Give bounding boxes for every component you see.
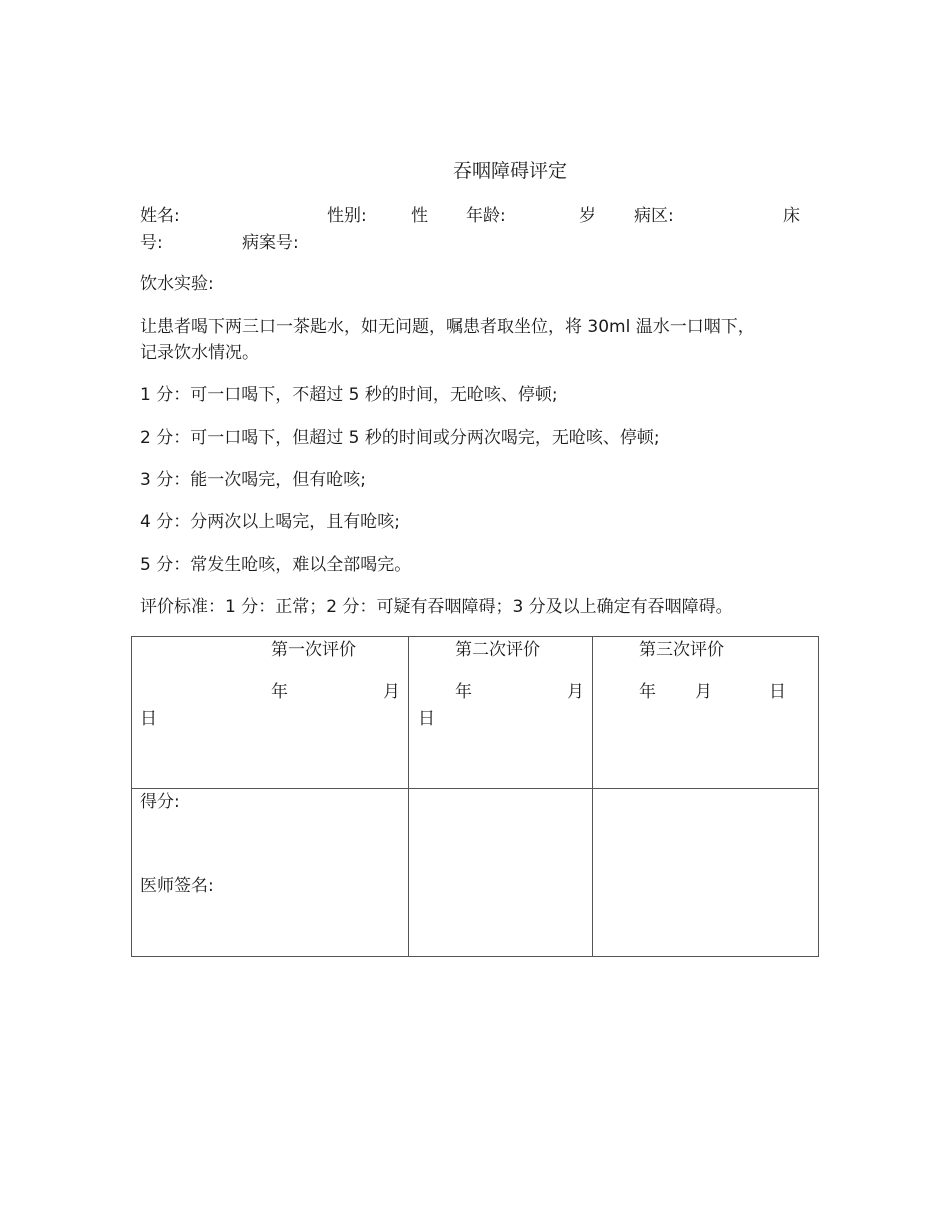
gender-suffix: 性 xyxy=(411,206,428,226)
score-item: 4 分：分两次以上喝完，且有呛咳; xyxy=(140,512,400,532)
score-signature-cell xyxy=(132,789,409,957)
score-item: 3 分：能一次喝完，但有呛咳; xyxy=(140,470,366,490)
month-label: 月 xyxy=(567,682,584,702)
table-row xyxy=(132,637,819,789)
second-score-cell xyxy=(409,789,593,957)
bed-label-continued: 号: xyxy=(140,233,163,253)
day-label: 日 xyxy=(769,682,786,702)
age-unit: 岁 xyxy=(579,206,596,226)
name-label: 姓名: xyxy=(140,206,180,226)
table-row xyxy=(132,789,819,957)
year-label: 年 xyxy=(639,682,656,702)
bed-label: 床 xyxy=(783,206,800,226)
score-item: 1 分：可一口喝下，不超过 5 秒的时间，无呛咳、停顿; xyxy=(140,385,558,405)
year-label: 年 xyxy=(455,682,472,702)
evaluation-table xyxy=(131,636,819,957)
score-label: 得分: xyxy=(140,792,180,812)
evaluation-criteria: 评价标准：1 分：正常；2 分：可疑有吞咽障碍；3 分及以上确定有吞咽障碍。 xyxy=(140,597,733,617)
first-evaluation-cell xyxy=(132,637,409,789)
age-label: 年龄: xyxy=(466,206,506,226)
instruction-line: 让患者喝下两三口一茶匙水，如无问题，嘱患者取坐位，将 30ml 温水一口咽下， xyxy=(140,317,755,337)
instruction-line: 记录饮水情况。 xyxy=(140,343,259,363)
score-item: 5 分：常发生呛咳，难以全部喝完。 xyxy=(140,555,412,575)
day-label: 日 xyxy=(140,709,157,729)
ward-label: 病区: xyxy=(634,206,674,226)
signature-label: 医师签名: xyxy=(140,876,214,896)
gender-label: 性别: xyxy=(327,206,367,226)
case-number-label: 病案号: xyxy=(242,233,299,253)
month-label: 月 xyxy=(695,682,712,702)
second-evaluation-header: 第二次评价 xyxy=(455,640,540,660)
third-evaluation-header: 第三次评价 xyxy=(639,640,724,660)
first-evaluation-header: 第一次评价 xyxy=(271,640,356,660)
section-title: 饮水实验: xyxy=(140,274,214,294)
third-score-cell xyxy=(593,789,819,957)
score-item: 2 分：可一口喝下，但超过 5 秒的时间或分两次喝完，无呛咳、停顿; xyxy=(140,428,660,448)
third-evaluation-cell xyxy=(593,637,819,789)
day-label: 日 xyxy=(418,709,435,729)
document-title: 吞咽障碍评定 xyxy=(452,160,567,182)
second-evaluation-cell xyxy=(409,637,593,789)
year-label: 年 xyxy=(271,682,288,702)
month-label: 月 xyxy=(383,682,400,702)
